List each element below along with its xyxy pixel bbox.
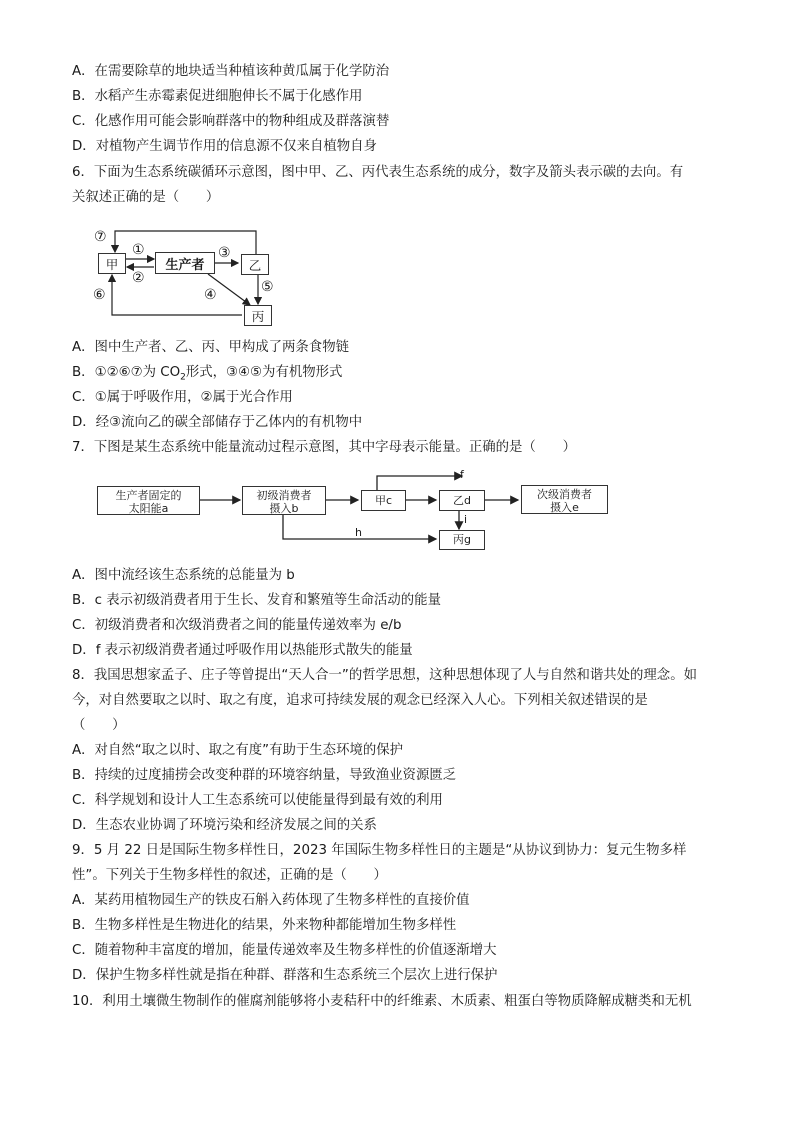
label-6: ⑥ [93,287,106,303]
q7-option-b: B．c 表示初级消费者用于生长、发育和繁殖等生命活动的能量 [72,593,441,608]
q6-stem: 6．下面为生态系统碳循环示意图，图中甲、乙、丙代表生态系统的成分，数字及箭头表示碳的去向。有 [72,165,684,180]
box-jia-c: 甲c [361,490,406,511]
q8-stem-paren: （ ） [72,718,126,733]
q8-stem: 8．我国思想家孟子、庄子等曾提出“天人合一”的哲学思想，这种思想体现了人与自然和谐共处的理念。如 [72,668,697,683]
q7-option-d: D．f 表示初级消费者通过呼吸作用以热能形式散失的能量 [72,643,413,658]
node-jia: 甲 [98,253,126,274]
node-yi: 乙 [241,254,269,275]
q8-stem-cont: 今，对自然要取之以时、取之有度，追求可持续发展的观念已经深入人心。下列相关叙述错误的是 [72,693,648,708]
box-bing-g: 丙g [439,530,485,550]
node-producer: 生产者 [155,252,215,274]
q9-option-b: B．生物多样性是生物进化的结果，外来物种都能增加生物多样性 [72,918,457,933]
box-producer-solar: 生产者固定的 太阳能a [97,486,200,515]
carbon-cycle-diagram [88,226,288,328]
q9-option-c: C．随着物种丰富度的增加，能量传递效率及生物多样性的价值逐渐增大 [72,943,497,958]
q6-option-c: C．①属于呼吸作用，②属于光合作用 [72,390,293,405]
q5-option-b: B．水稻产生赤霉素促进细胞伸长不属于化感作用 [72,89,363,104]
label-f: f [460,468,464,481]
q8-option-b: B．持续的过度捕捞会改变种群的环境容纳量，导致渔业资源匮乏 [72,768,457,783]
label-i: i [464,513,468,526]
q5-option-a: A．在需要除草的地块适当种植该种黄瓜属于化学防治 [72,64,390,79]
q10-stem: 10．利用土壤微生物制作的催腐剂能够将小麦秸秆中的纤维素、木质素、粗蛋白等物质降解成糖类和无机 [72,994,692,1009]
box-secondary-consumer-intake: 次级消费者 摄入e [521,485,608,514]
box-primary-consumer-intake: 初级消费者 摄入b [242,486,326,515]
q6-option-d: D．经③流向乙的碳全部储存于乙体内的有机物中 [72,415,363,430]
node-bing: 丙 [244,305,272,326]
label-4: ④ [204,287,217,303]
q7-option-a: A．图中流经该生态系统的总能量为 b [72,568,295,583]
q6-stem-cont: 关叙述正确的是（ ） [72,190,220,205]
q8-option-c: C．科学规划和设计人工生态系统可以使能量得到最有效的利用 [72,793,443,808]
q7-stem: 7．下图是某生态系统中能量流动过程示意图，其中字母表示能量。正确的是（ ） [72,440,576,455]
label-1: ① [132,242,145,258]
q9-option-d: D．保护生物多样性就是指在种群、群落和生态系统三个层次上进行保护 [72,968,498,983]
label-h: h [355,526,362,539]
box-yi-d: 乙d [439,490,485,511]
label-5: ⑤ [261,279,274,295]
label-7: ⑦ [94,229,107,245]
q8-option-a: A．对自然“取之以时、取之有度”有助于生态环境的保护 [72,743,404,758]
q9-stem-cont: 性”。下列关于生物多样性的叙述，正确的是（ ） [72,868,387,883]
q6-option-a: A．图中生产者、乙、丙、甲构成了两条食物链 [72,340,349,355]
q9-stem: 9．5 月 22 日是国际生物多样性日，2023 年国际生物多样性日的主题是“从协议到协力：复元生物多样 [72,843,687,858]
q9-option-a: A．某药用植物园生产的铁皮石斛入药体现了生物多样性的直接价值 [72,893,470,908]
energy-flow-diagram [90,468,620,553]
q5-option-d: D．对植物产生调节作用的信息源不仅来自植物自身 [72,139,377,154]
q8-option-d: D．生态农业协调了环境污染和经济发展之间的关系 [72,818,377,833]
label-2: ② [132,270,145,286]
label-3: ③ [218,245,231,261]
q5-option-c: C．化感作用可能会影响群落中的物种组成及群落演替 [72,114,390,129]
q7-option-c: C．初级消费者和次级消费者之间的能量传递效率为 e/b [72,618,402,633]
q6-option-b: B．①②⑥⑦为 $CO_2$形式，③④⑤为有机物形式 [72,365,343,383]
